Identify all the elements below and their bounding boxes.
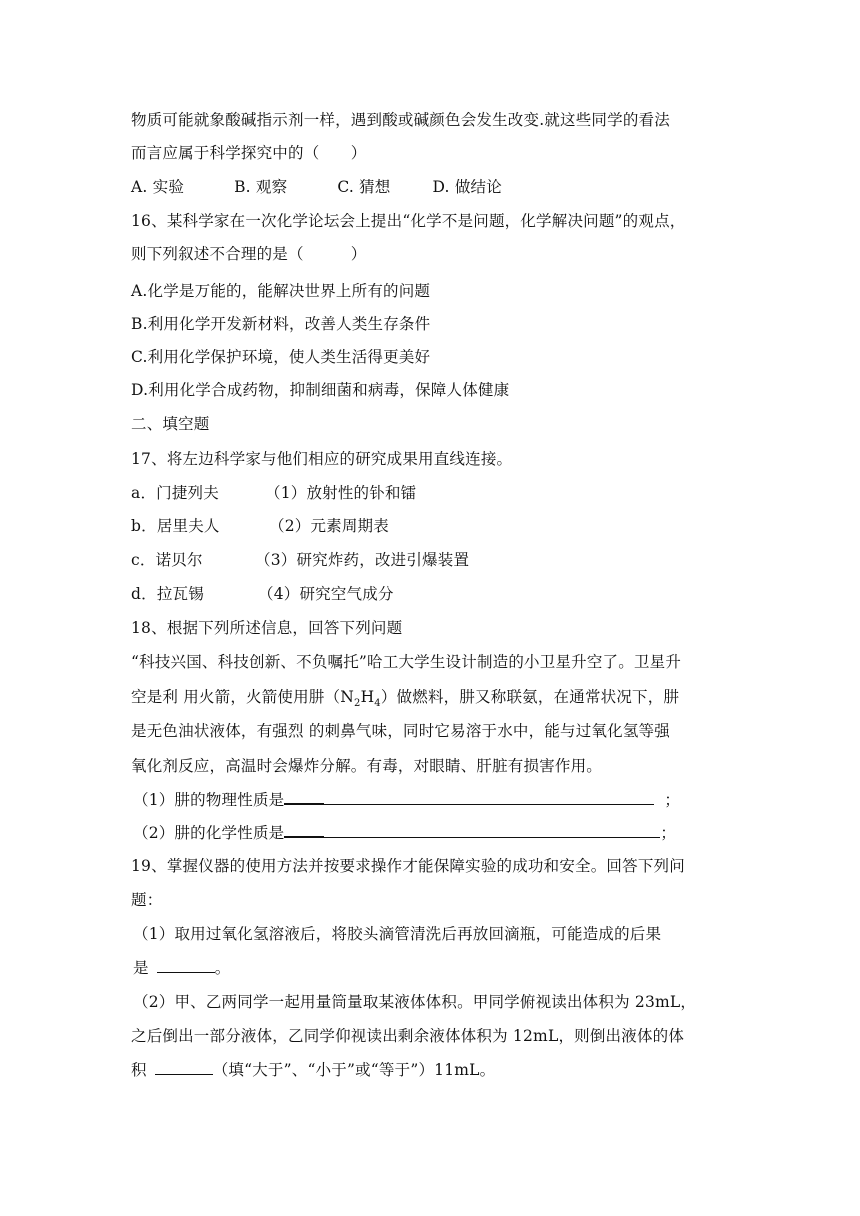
q15-text-line-1: 物质可能就象酸碱指示剂一样，遇到酸或碱颜色会发生改变.就这些同学的看法 — [131, 111, 670, 129]
q15-option-b: B. 观察 — [234, 178, 288, 196]
q15-text-line-2: 而言应属于科学探究中的（ ） — [131, 144, 367, 162]
q17-pair-c — [131, 550, 469, 570]
result-3: （3）研究炸药，改进引爆装置 — [255, 551, 470, 569]
q17-pair-b — [131, 516, 389, 536]
q18-blank-2b[interactable] — [324, 823, 660, 838]
q15-option-d: D. 做结论 — [432, 178, 502, 196]
section-heading: 二、填空题 — [131, 415, 210, 433]
q16-option-b: B.利用化学开发新材料，改善人类生存条件 — [131, 315, 431, 333]
q18-passage-line-4: 氧化剂反应，高温时会爆炸分解。有毒，对眼睛、肝脏有损害作用。 — [131, 757, 603, 775]
q18-blank-1-label: （1）肼的物理性质是 — [133, 791, 285, 809]
q16-option-a: A.化学是万能的，能解决世界上所有的问题 — [131, 282, 431, 300]
q19-sub2-line-2: 之后倒出一部分液体，乙同学仰视读出剩余液体体积为 12mL，则倒出液体的体 — [131, 1027, 685, 1045]
result-2: （2）元素周期表 — [269, 517, 389, 535]
q18-blank-1b[interactable] — [324, 790, 654, 805]
q16-text-line-2: 则下列叙述不合理的是（ ） — [131, 245, 367, 263]
q16-option-d: D.利用化学合成药物，抑制细菌和病毒，保障人体健康 — [131, 381, 510, 399]
q18-passage-line-2: 空是利 用火箭，火箭使用肼$(N_2H_4)$做燃料，肼又称联氨，在通常状况下，肼 — [131, 688, 680, 710]
q18-blank-1a[interactable] — [284, 789, 324, 805]
scientist-c: c．诺贝尔 — [131, 551, 203, 569]
q19-sub1-line-1: （1）取用过氧化氢溶液后，将胶头滴管清洗后再放回滴瓶，可能造成的后果 — [133, 925, 662, 943]
scientist-a: a．门捷列夫 — [131, 484, 219, 502]
q18-text: 18、根据下列所述信息，回答下列问题 — [131, 619, 403, 637]
q17-text: 17、将左边科学家与他们相应的研究成果用直线连接。 — [131, 450, 513, 468]
q18-blank-2-label: （2）肼的化学性质是 — [133, 824, 285, 842]
q19-sub1-line-2: 是 。 — [133, 959, 231, 977]
scientist-b: b．居里夫人 — [131, 517, 220, 535]
result-4: （4）研究空气成分 — [258, 585, 394, 603]
q15-option-a: A. 实验 — [131, 178, 185, 196]
q19-sub2-line-3: 积 （填“大于”、“小于”或“等于”）11mL。 — [131, 1061, 496, 1079]
q18-passage-line-3: 是无色油状液体，有强烈 的刺鼻气味，同时它易溶于水中，能与过氧化氢等强 — [131, 722, 670, 740]
q15-options — [131, 177, 502, 197]
q18-blank-2a[interactable] — [284, 822, 324, 838]
q17-pair-d — [131, 584, 394, 604]
scientist-d: d．拉瓦锡 — [131, 585, 204, 603]
q15-option-c: C. 猜想 — [337, 178, 391, 196]
q19-text-line-2: 题： — [131, 891, 163, 909]
q18-blank-1-row: （1）肼的物理性质是 ； — [133, 791, 681, 809]
q16-text-line-1: 16、某科学家在一次化学论坛会上提出“化学不是问题，化学解决问题”的观点， — [131, 212, 686, 230]
q16-option-c: C.利用化学保护环境，使人类生活得更美好 — [131, 348, 431, 366]
q18-blank-2-row: （2）肼的化学性质是 ； — [133, 824, 677, 842]
q19-text-line-1: 19、掌握仪器的使用方法并按要求操作才能保障实验的成功和安全。回答下列问 — [131, 857, 685, 875]
q19-blank-1[interactable] — [157, 958, 215, 973]
q19-sub2-line-1: （2）甲、乙两同学一起用量筒量取某液体体积。甲同学俯视读出体积为 23mL， — [133, 993, 697, 1011]
q19-blank-2[interactable] — [155, 1060, 213, 1075]
q18-passage-line-1: “科技兴国、科技创新、不负嘱托”哈工大学生设计制造的小卫星升空了。卫星升 — [131, 653, 682, 671]
result-1: （1）放射性的钋和镭 — [265, 484, 417, 502]
q17-pair-a — [131, 483, 416, 503]
